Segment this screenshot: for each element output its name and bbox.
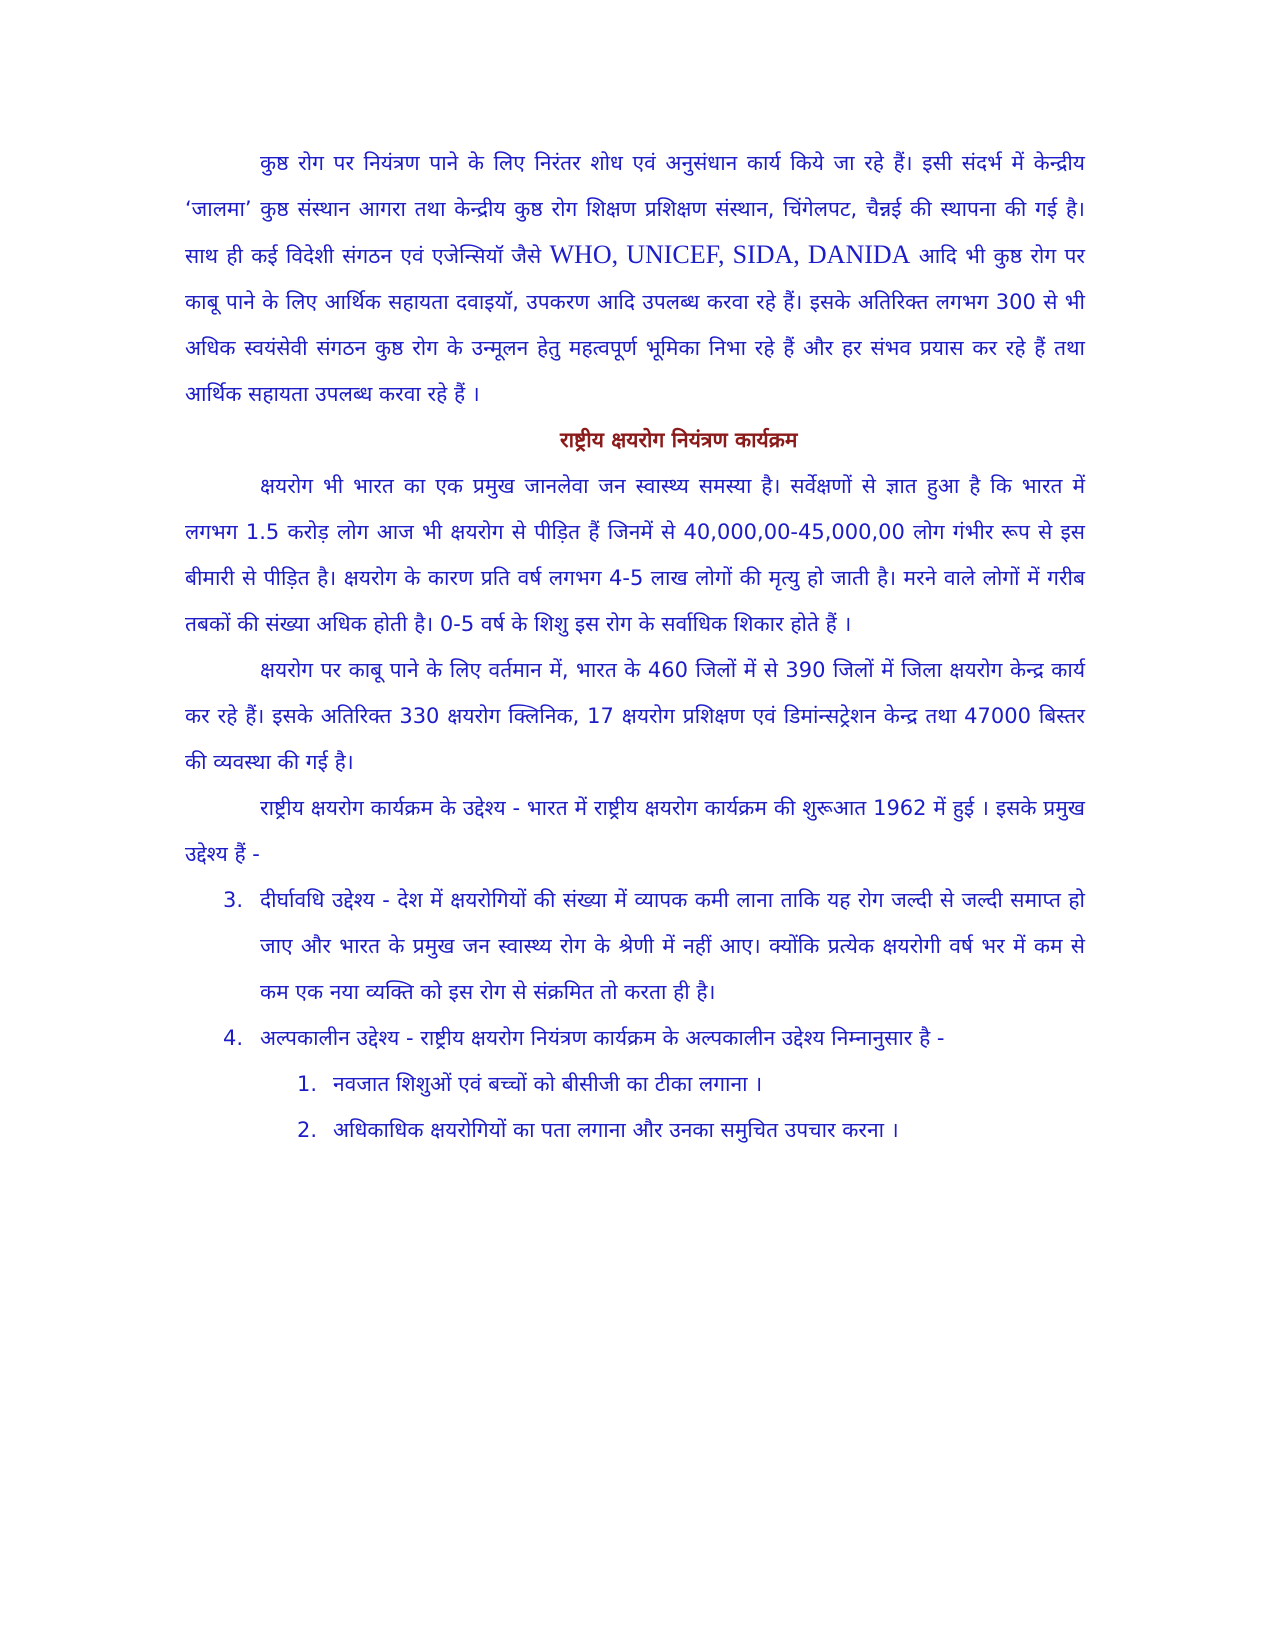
list-item-number: 1.: [297, 1072, 318, 1096]
sub-objective-list-item: [297, 1107, 1085, 1153]
list-item-text: अधिकाधिक क्षयरोगियों का पता लगाना और उनका समुचित उपचार करना ।: [333, 1118, 899, 1142]
list-item-text: अल्पकालीन उद्देश्य - राष्ट्रीय क्षयरोग नियंत्रण कार्यक्रम के अल्पकालीन उद्देश्य निम्नानुसार है -: [260, 1026, 945, 1050]
list-item-number: 4.: [223, 1026, 244, 1050]
list-item-number: 2.: [297, 1118, 318, 1142]
list-item-text: नवजात शिशुओं एवं बच्चों को बीसीजी का टीका लगाना ।: [333, 1072, 763, 1096]
tb-problem-paragraph: क्षयरोग भी भारत का एक प्रमुख जानलेवा जन स्वास्थ्य समस्या है। सर्वेक्षणों से ज्ञात हुआ है कि भारत में लगभग 1.5 करोड़ लोग आज भी क्षयरोग से पीड़ित हैं जिनमें से 40,000,00-45,000,00 लोग गंभीर रूप से इस बीमारी से पीड़ित है। क्षयरोग के कारण प्रति वर्ष लगभग 4-5 लाख लोगों की मृत्यु हो जाती है। मरने वाले लोगों में गरीब तबकों की संख्या अधिक होती है। 0-5 वर्ष के शिशु इस रोग के सर्वाधिक शिकार होते हैं ।: [185, 474, 1085, 636]
section-heading: राष्ट्रीय क्षयरोग नियंत्रण कार्यक्रम: [560, 428, 798, 452]
organization-names: WHO, UNICEF, SIDA, DANIDA: [549, 240, 911, 269]
tb-objectives-intro-paragraph: राष्ट्रीय क्षयरोग कार्यक्रम के उद्देश्य - भारत में राष्ट्रीय क्षयरोग कार्यक्रम की शुरूआत 1962 में हुई । इसके प्रमुख उद्देश्य हैं -: [185, 796, 1085, 866]
objective-list-item: [223, 1015, 1085, 1061]
list-item-text: दीर्घावधि उद्देश्य - देश में क्षयरोगियों की संख्या में व्यापक कमी लाना ताकि यह रोग जल्दी से जल्दी समाप्त हो जाए और भारत के प्रमुख जन स्वास्थ्य रोग के श्रेणी में नहीं आए। क्योंकि प्रत्येक क्षयरोगी वर्ष भर में कम से कम एक नया व्यक्ति को इस रोग से संक्रमित तो करता ही है।: [260, 888, 1085, 1004]
sub-objective-list-item: [297, 1061, 1085, 1107]
tb-infrastructure-paragraph: क्षयरोग पर काबू पाने के लिए वर्तमान में, भारत के 460 जिलों में से 390 जिलों में जिला क्षयरोग केन्द्र कार्य कर रहे हैं। इसके अतिरिक्त 330 क्षयरोग क्लिनिक, 17 क्षयरोग प्रशिक्षण एवं डिमांन्सट्रेशन केन्द्र तथा 47000 बिस्तर की व्यवस्था की गई है।: [185, 658, 1085, 774]
leprosy-research-paragraph: [185, 140, 1085, 417]
objective-list-item: [223, 877, 1085, 1015]
document-page: [185, 140, 1085, 1153]
paragraph-text: आदि भी कुष्ठ रोग पर काबू पाने के लिए आर्थिक सहायता दवाइयॉ, उपकरण आदि उपलब्ध करवा रहे हैं। इसके अतिरिक्त लगभग 300 से भी अधिक स्वयंसेवी संगठन कुष्ठ रोग के उन्मूलन हेतु महत्वपूर्ण भूमिका निभा रहे हैं और हर संभव प्रयास कर रहे हैं तथा आर्थिक सहायता उपलब्ध करवा रहे हैं ।: [185, 244, 1085, 406]
list-item-number: 3.: [223, 888, 244, 912]
paragraph-text: कुष्ठ रोग पर नियंत्रण पाने के लिए निरंतर शोध एवं अनुसंधान कार्य किये जा रहे हैं। इसी संदर्भ में केन्द्रीय ‘जालमा’ कुष्ठ संस्थान आगरा तथा केन्द्रीय कुष्ठ रोग शिक्षण प्रशिक्षण संस्थान, चिंगेलपट, चैन्नई की स्थापना की गई है। साथ ही कई विदेशी संगठन एवं एजेन्सियॉ जैसे: [185, 151, 1085, 268]
